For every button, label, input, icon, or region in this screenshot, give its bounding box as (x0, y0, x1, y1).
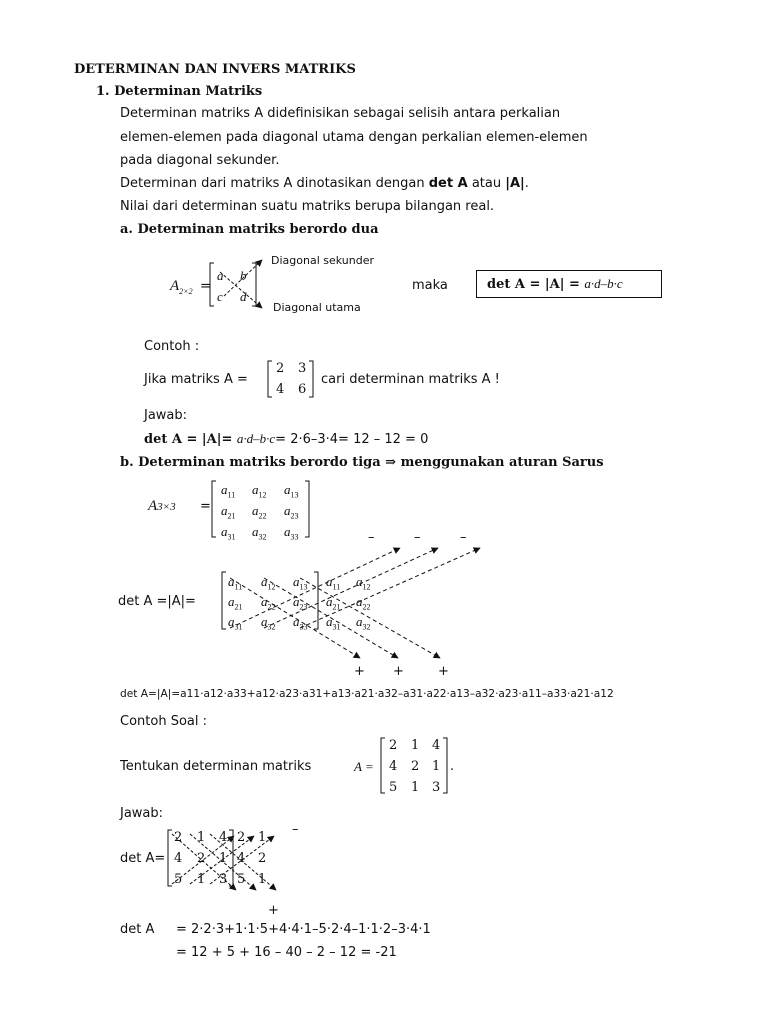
plus-sign-3: + (438, 664, 449, 679)
bracket-right-solution (229, 830, 233, 886)
definition-line-3: pada diagonal sekunder. (120, 153, 280, 168)
example-m-11: 2 (276, 361, 285, 376)
solution-ext-22: 2 (258, 851, 267, 866)
a3-order: 3×3 (157, 501, 176, 513)
then-label: maka (412, 278, 448, 293)
solution-plus-arrow-1 (172, 834, 236, 890)
solution-ext-11: 2 (237, 830, 246, 845)
matrix-el-b: b (240, 268, 247, 283)
solution-ext-12: 1 (258, 830, 267, 845)
answer-lhs: det A = |A|= (144, 432, 237, 447)
sarus-plus-arrow-3 (300, 578, 440, 658)
solution-step-label: det A (120, 922, 155, 937)
bracket-right-example (309, 361, 313, 397)
problem-m-12: 1 (411, 738, 420, 753)
solution-m-32: 1 (197, 872, 206, 887)
example-m-12: 3 (298, 361, 307, 376)
secondary-diagonal-label: Diagonal sekunder (271, 254, 374, 267)
bracket-right-problem (443, 738, 447, 793)
answer-result: = 2·6–3·4= 12 – 12 = 0 (275, 432, 429, 447)
problem-m-31: 5 (389, 780, 398, 795)
subsection-b-heading: b. Determinan matriks berordo tiga ⇒ menggunakan aturan Sarus (120, 455, 604, 470)
solution-ext-32: 1 (258, 872, 267, 887)
sarus-el-33: $a_{33}$ (293, 614, 308, 632)
solution-det-label: det A= (120, 851, 166, 866)
definition-line-2: elemen-elemen pada diagonal utama dengan perkalian elemen-elemen (120, 130, 588, 145)
notation-text: Determinan dari matriks A dinotasikan dengan (120, 176, 429, 191)
sarus-ext-32: $a_{32}$ (356, 614, 371, 632)
solution-m-13: 4 (219, 830, 228, 845)
problem-m-32: 1 (411, 780, 420, 795)
matrix-3x3-el-33: $a_{33}$ (284, 524, 299, 542)
solution-step-1: = 2·2·3+1·1·5+4·4·1–5·2·4–1·1·2–3·4·1 (176, 922, 431, 937)
solution-step-2: = 12 + 5 + 16 – 40 – 2 – 12 = -21 (176, 945, 397, 960)
matrix-el-c: c (217, 289, 223, 304)
sarus-el-32: $a_{32}$ (261, 614, 276, 632)
problem-m-13: 4 (432, 738, 441, 753)
minus-sign-2: – (414, 530, 421, 545)
problem-m-22: 2 (411, 759, 420, 774)
sarus-minus-arrow-2 (264, 548, 438, 628)
matrix-3x3-el-23: $a_{23}$ (284, 503, 299, 521)
sarus-plus-arrow-1 (230, 578, 360, 658)
answer-label: Jawab: (144, 408, 188, 423)
matrix-el-d: d (240, 289, 247, 304)
example-question-suffix: cari determinan matriks A ! (321, 372, 500, 387)
notation-end: . (524, 176, 529, 191)
sarus-el-11: $a_{11}$ (228, 574, 243, 592)
example-m-22: 6 (298, 382, 307, 397)
bracket-left-solution (168, 830, 172, 886)
bracket-right-3x3 (305, 481, 309, 537)
sarus-el-12: $a_{12}$ (261, 574, 276, 592)
real-value-line: Nilai dari determinan suatu matriks berupa bilangan real. (120, 199, 495, 214)
example-label: Contoh : (144, 339, 200, 354)
minus-sign-1: – (368, 530, 375, 545)
bracket-left-3x3 (212, 481, 216, 537)
formula-lhs: det A = |A| = (487, 277, 585, 292)
matrix-3x3-el-21: $a_{21}$ (221, 503, 236, 521)
a-letter: A (170, 278, 180, 294)
matrix-3x3-el-31: $a_{31}$ (221, 524, 236, 542)
notation-det: det A (428, 176, 468, 191)
a3-letter: A (148, 498, 158, 514)
matrix-3x3-el-32: $a_{32}$ (252, 524, 267, 542)
notation-or: atau (467, 176, 506, 191)
solution-plus: + (268, 903, 279, 918)
sarus-plus-arrow-2 (264, 578, 398, 658)
matrix-3x3-el-11: $a_{11}$ (221, 482, 236, 500)
bracket-left-example (268, 361, 272, 397)
plus-sign-1: + (354, 664, 365, 679)
sarus-ext-12: $a_{12}$ (356, 574, 371, 592)
problem-period: . (450, 759, 455, 774)
subsection-a-heading: a. Determinan matriks berordo dua (120, 222, 379, 237)
solution-m-11: 2 (174, 830, 183, 845)
solution-m-21: 4 (174, 851, 183, 866)
solution-minus: – (292, 822, 299, 837)
notation-abs: |A| (505, 176, 525, 191)
solution-minus-arrow-3 (210, 836, 274, 884)
solution-m-33: 3 (219, 872, 228, 887)
sarus-el-21: $a_{21}$ (228, 594, 243, 612)
bracket-left-sarus (222, 572, 226, 629)
a-order: 2×2 (179, 287, 193, 296)
page-title: DETERMINAN DAN INVERS MATRIKS (74, 62, 356, 77)
main-diagonal-label: Diagonal utama (273, 301, 361, 314)
solution-ext-31: 5 (237, 872, 246, 887)
solution-label: Jawab: (120, 806, 164, 821)
problem-m-23: 1 (432, 759, 441, 774)
bracket-left-problem (381, 738, 385, 793)
formula-rhs: a·d–b·c (584, 276, 623, 291)
sarus-el-23: $a_{23}$ (293, 594, 308, 612)
sarrus-full-formula: det A=|A|=a11·a12·a33+a12·a23·a31+a13·a21·a32–a31·a22·a13–a32·a23·a11–a33·a21·a12 (120, 688, 614, 700)
example-m-21: 4 (276, 382, 285, 397)
equals-sign-3x3: = (200, 499, 211, 514)
problem-m-33: 3 (432, 780, 441, 795)
problem-m-21: 4 (389, 759, 398, 774)
solution-m-31: 5 (174, 872, 183, 887)
sarus-el-22: $a_{22}$ (261, 594, 276, 612)
problem-a-equals: A = (354, 759, 374, 774)
equals-sign: = (200, 279, 211, 294)
sarus-ext-31: $a_{31}$ (326, 614, 341, 632)
solution-m-23: 1 (219, 851, 228, 866)
definition-line-1: Determinan matriks A didefinisikan sebagai selisih antara perkalian (120, 106, 561, 121)
solution-minus-arrow-1 (172, 836, 234, 884)
sarus-el-13: $a_{13}$ (293, 574, 308, 592)
sarus-ext-21: $a_{21}$ (326, 594, 341, 612)
solution-m-22: 2 (197, 851, 206, 866)
minus-sign-3: – (460, 530, 467, 545)
section-heading: 1. Determinan Matriks (96, 84, 263, 99)
matrix-3x3-el-13: $a_{13}$ (284, 482, 299, 500)
example-question-prefix: Jika matriks A = (144, 372, 248, 387)
problem-m-11: 2 (389, 738, 398, 753)
bracket-left-2x2 (210, 263, 214, 306)
answer-formula: a·d–b·c (236, 431, 276, 446)
sarus-el-31: $a_{31}$ (228, 614, 243, 632)
solution-ext-21: 4 (237, 851, 246, 866)
det-a-label: det A =|A|= (118, 594, 196, 609)
plus-sign-2: + (393, 664, 404, 679)
solution-minus-arrow-2 (190, 836, 254, 884)
sarus-ext-11: $a_{11}$ (326, 574, 341, 592)
sarus-minus-arrow-1 (230, 548, 400, 628)
example-problem-label: Contoh Soal : (120, 714, 207, 729)
solution-m-12: 1 (197, 830, 206, 845)
matrix-el-a: a (217, 268, 224, 283)
matrix-3x3-el-22: $a_{22}$ (252, 503, 267, 521)
matrix-3x3-el-12: $a_{12}$ (252, 482, 267, 500)
sarus-ext-22: $a_{22}$ (356, 594, 371, 612)
problem-statement: Tentukan determinan matriks (120, 759, 312, 774)
